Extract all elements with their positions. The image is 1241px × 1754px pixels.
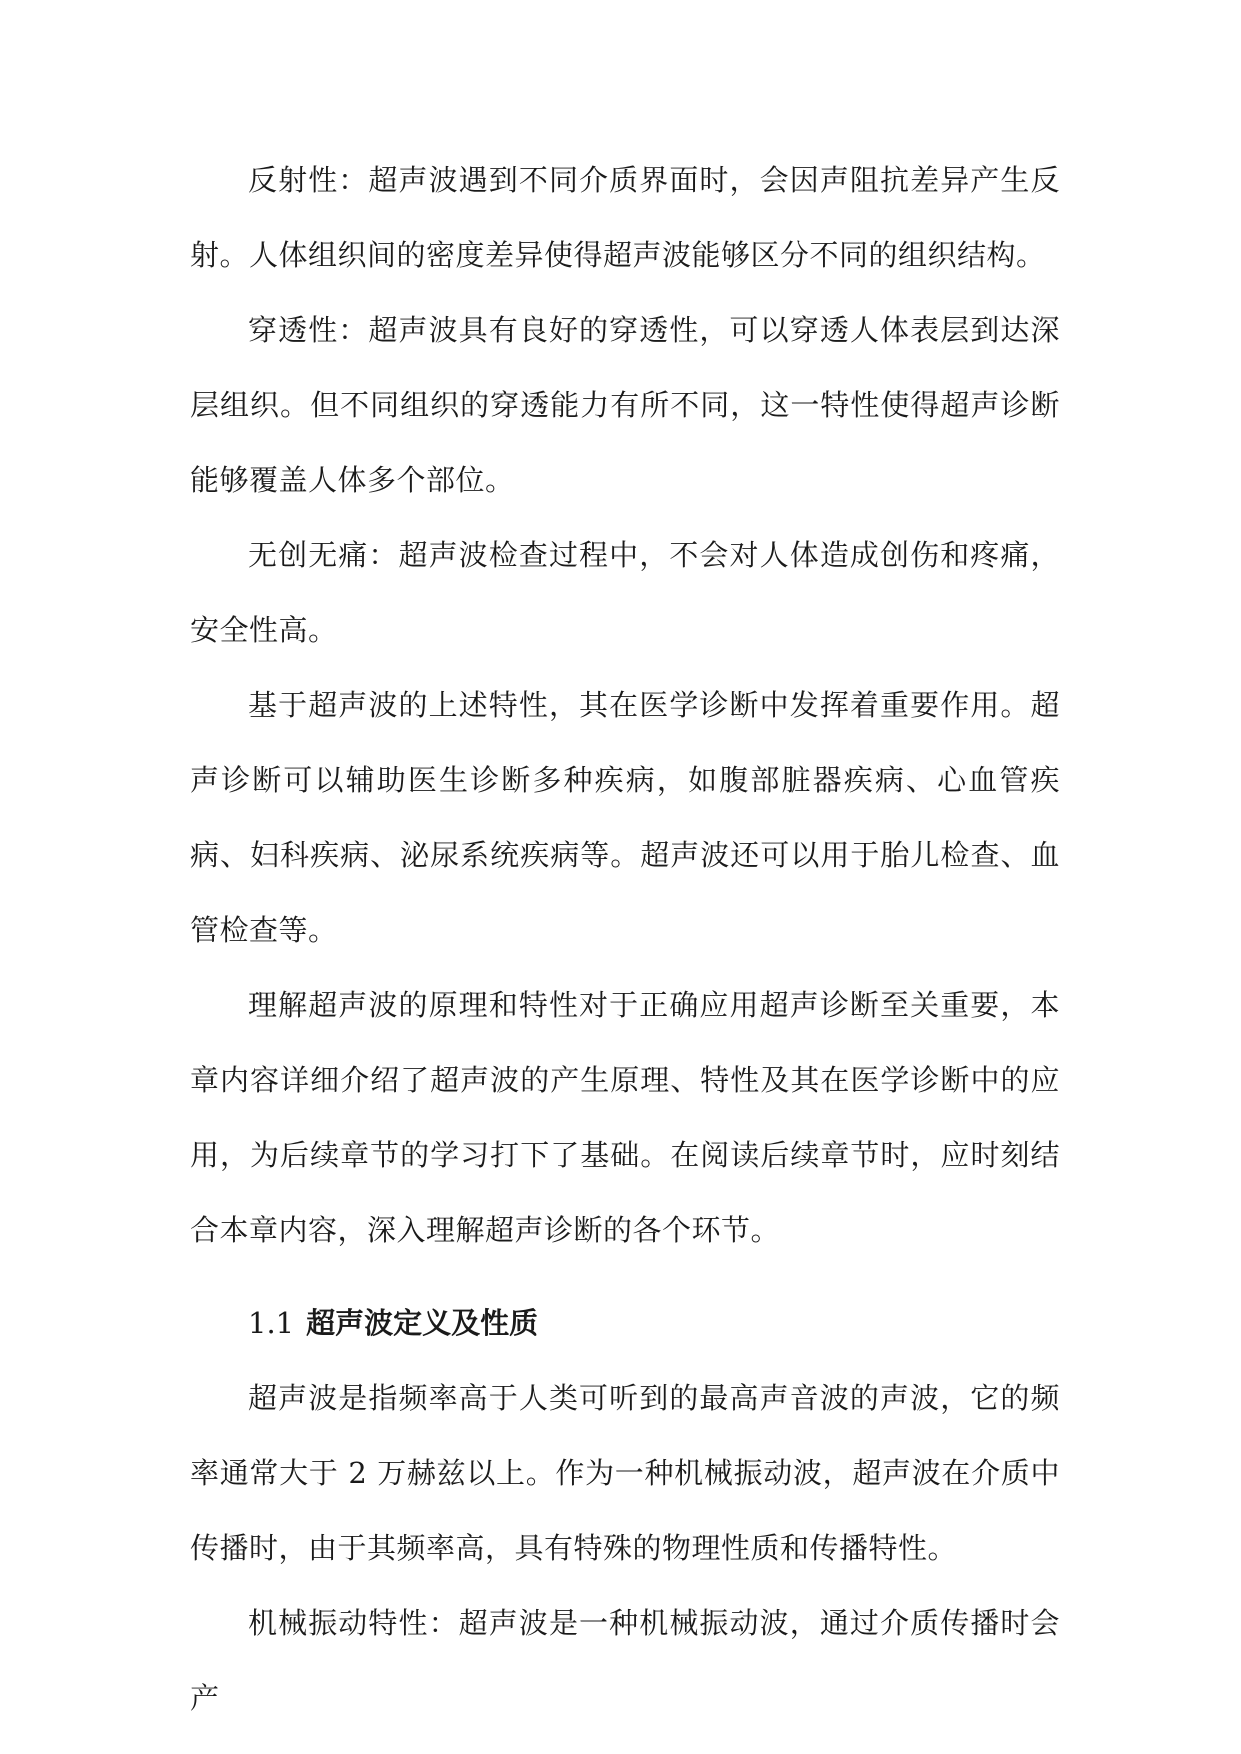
paragraph-noninvasive: 无创无痛：超声波检查过程中，不会对人体造成创伤和疼痛，安全性高。 [190,538,1060,647]
paragraph-mechanical-vibration: 机械振动特性：超声波是一种机械振动波，通过介质传播时会产 [190,1606,1060,1715]
section-heading [190,1286,1060,1361]
section-title: 超声波定义及性质 [306,1306,539,1340]
paragraph-ultrasound-definition: 超声波是指频率高于人类可听到的最高声音波的声波，它的频率通常大于 2 万赫兹以上。作为一种机械振动波，超声波在介质中传播时，由于其频率高，具有特殊的物理性质和传播特性。 [190,1381,1060,1565]
paragraph-medical-application: 基于超声波的上述特性，其在医学诊断中发挥着重要作用。超声诊断可以辅助医生诊断多种疾病，如腹部脏器疾病、心血管疾病、妇科疾病、泌尿系统疾病等。超声波还可以用于胎儿检查、血管检查等。 [190,688,1060,947]
paragraph-chapter-summary: 理解超声波的原理和特性对于正确应用超声诊断至关重要，本章内容详细介绍了超声波的产生原理、特性及其在医学诊断中的应用，为后续章节的学习打下了基础。在阅读后续章节时，应时刻结合本章内容，深入理解超声诊断的各个环节。 [190,988,1060,1247]
paragraph-penetration: 穿透性：超声波具有良好的穿透性，可以穿透人体表层到达深层组织。但不同组织的穿透能力有所不同，这一特性使得超声诊断能够覆盖人体多个部位。 [190,313,1060,497]
document-page [190,143,1060,1736]
paragraph-reflectivity: 反射性：超声波遇到不同介质界面时，会因声阻抗差异产生反射。人体组织间的密度差异使得超声波能够区分不同的组织结构。 [190,163,1060,272]
section-number: 1.1 [248,1306,295,1340]
